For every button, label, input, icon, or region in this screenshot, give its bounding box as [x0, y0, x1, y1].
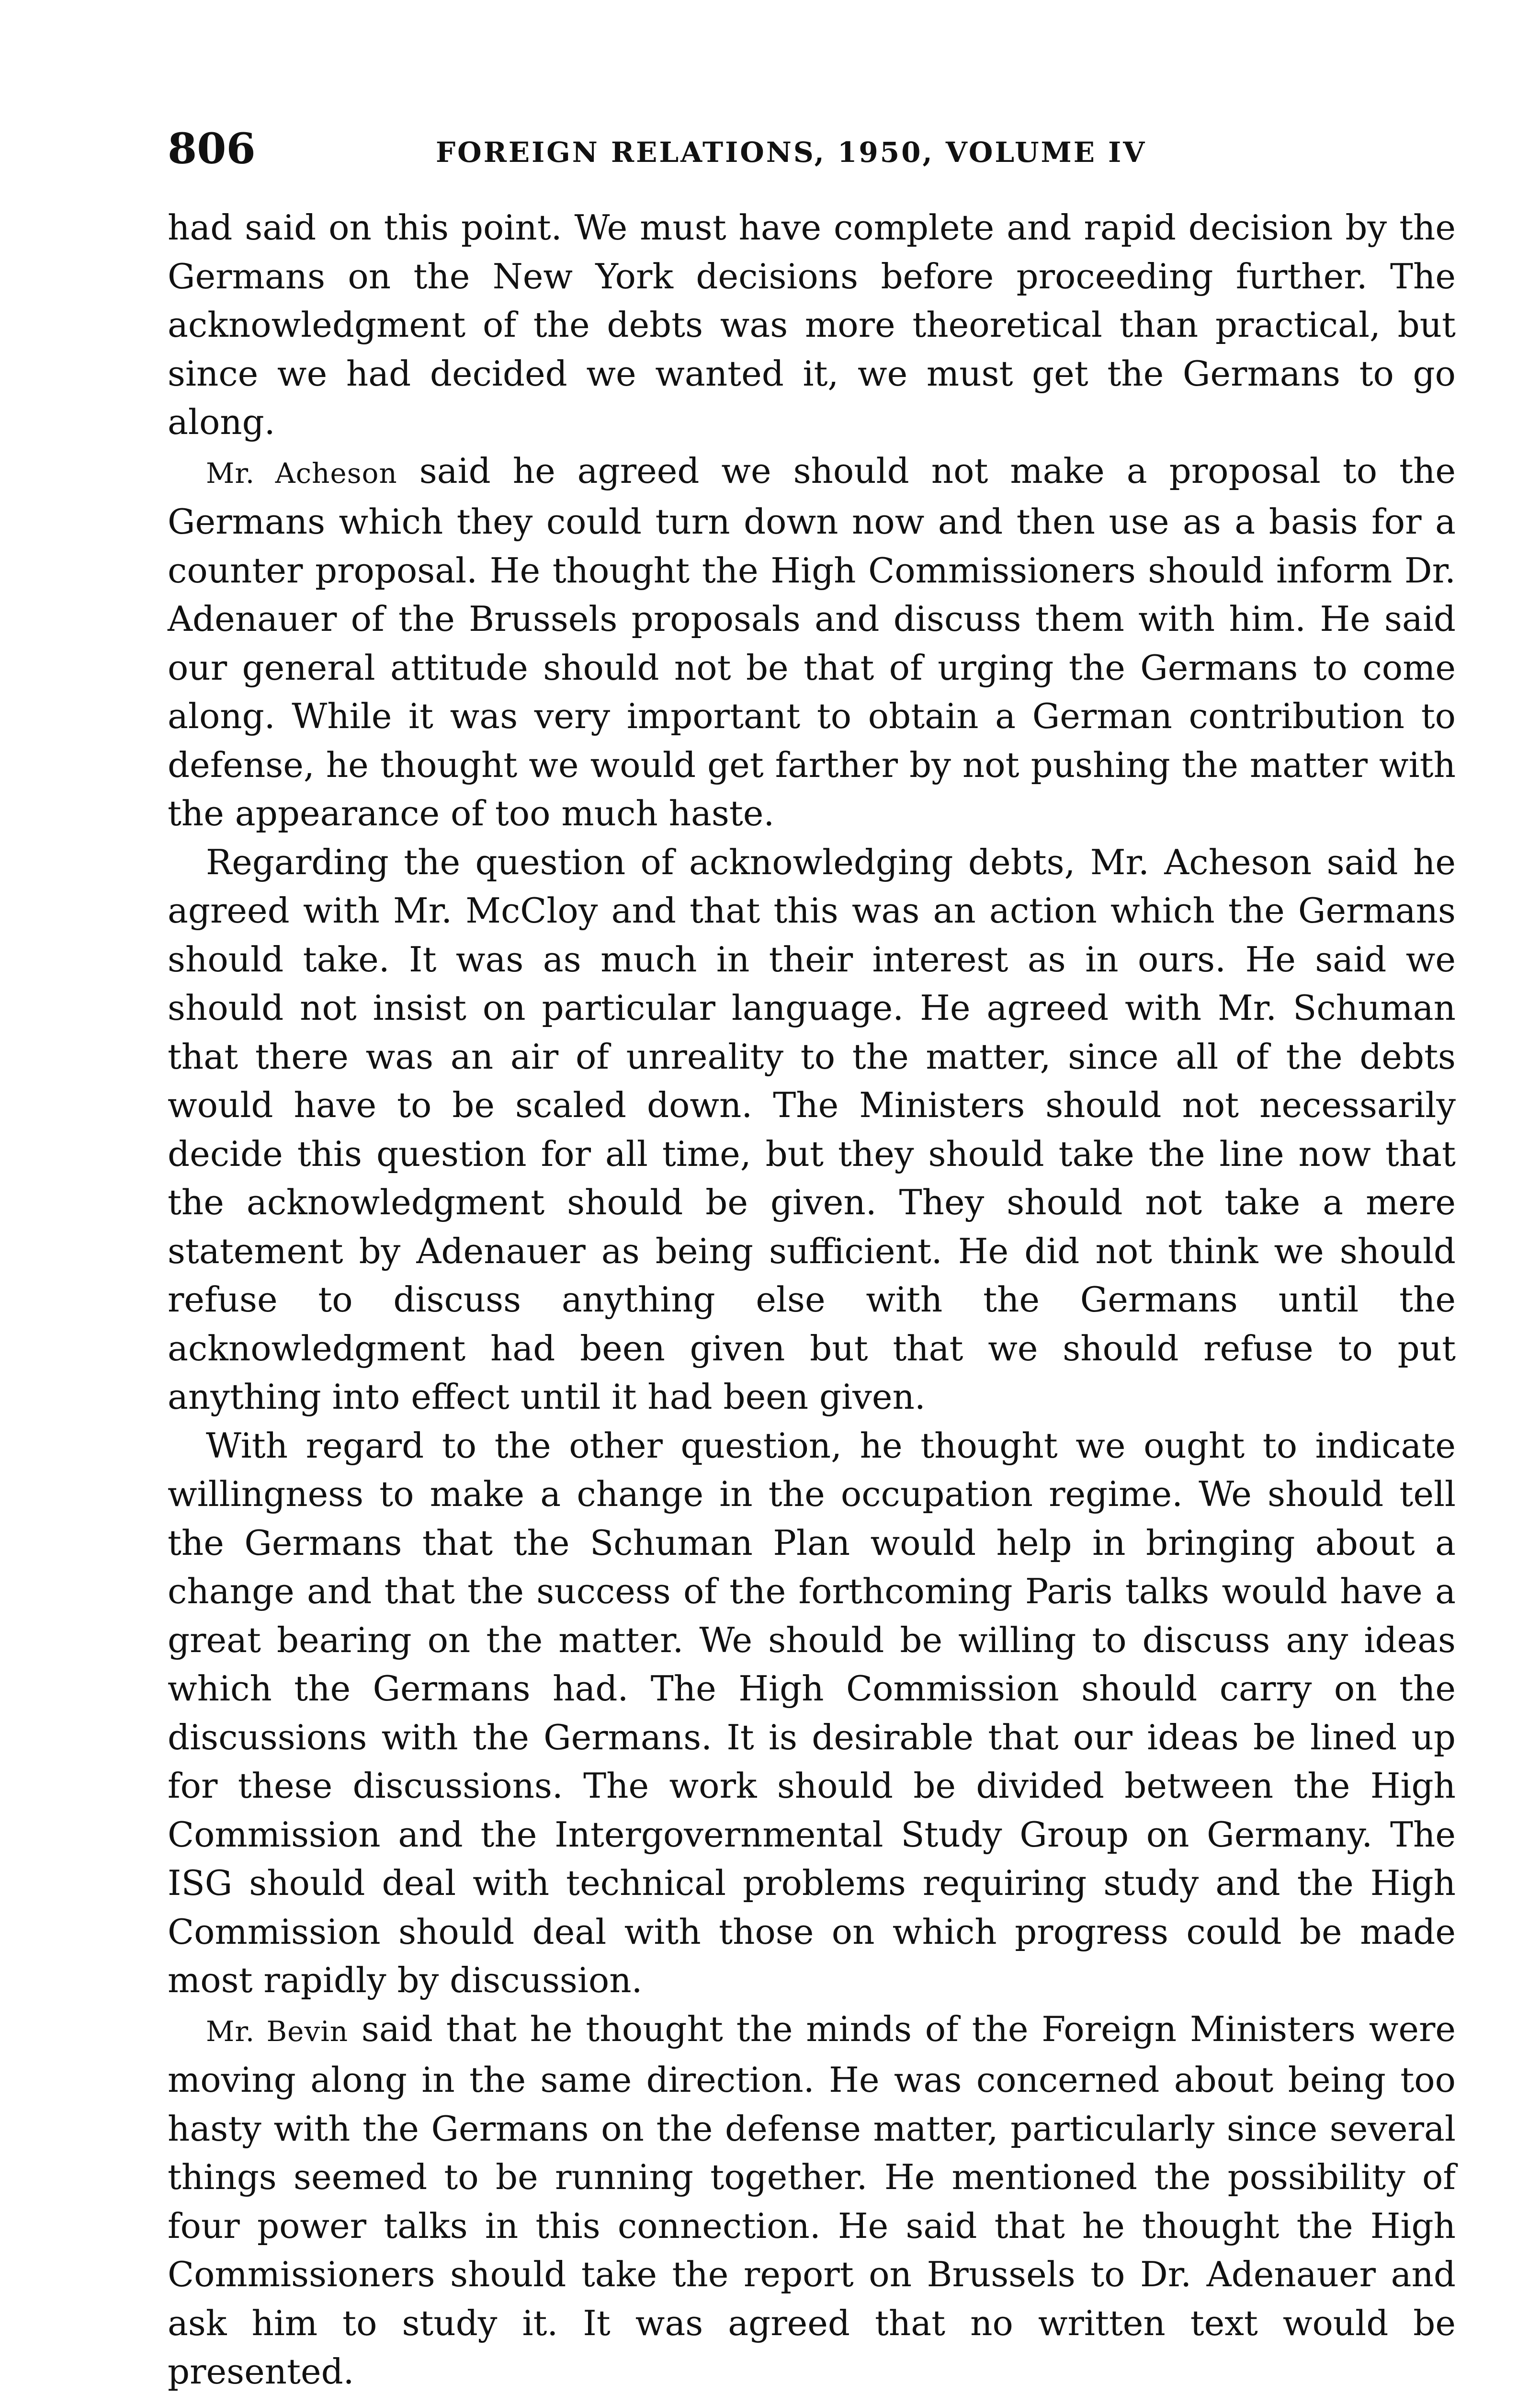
paragraph-text: said he agreed we should not make a proposal to the Germans which they could turn down now and then use as a basis for a counter proposal. He thought the High Commissioners should inform Dr. Adenauer of the Brussels proposals and discuss them with him. He said our general attitude should not be that of urging the Germans to come along. While it was very important to obtain a German contribution to defense, he thought we would get farther by not pushing the matter with the appearance of too much haste. [168, 450, 1456, 833]
body-text [168, 204, 1456, 2395]
paragraph-acheson [168, 447, 1456, 838]
paragraph-text: Regarding the question of acknowledging debts, Mr. Acheson said he agreed with Mr. McCloy and that this was an action which the Germans should take. It was as much in their interest as in ours. He said we should not insist on particular language. He agreed with Mr. Schuman that there was an air of unreality to the matter, since all of the debts would have to be scaled down. The Ministers should not necessarily decide this question for all time, but they should take the line now that the acknowledgment should be given. They should not take a mere statement by Adenauer as being sufficient. He did not think we should refuse to discuss anything else with the Germans until the acknowledgment had been given but that we should refuse to put anything into effect until it had been given. [168, 842, 1456, 1417]
paragraph-text: had said on this point. We must have complete and rapid decision by the Germans on the New York decisions before proceeding further. The acknowledgment of the debts was more theoretical than practical, but since we had decided we wanted it, we must get the Germans to go along. [168, 207, 1456, 442]
paragraph-occupation [168, 1422, 1456, 2005]
paragraph-continued [168, 204, 1456, 447]
page-number: 806 [168, 124, 256, 173]
paragraph-text: With regard to the other question, he thought we ought to indicate willingness to make a change in the occupation regime. We should tell the Germans that the Schuman Plan would help in bringing about a change and that the success of the forthcoming Paris talks would have a great bearing on the matter. We should be willing to discuss any ideas which the Germans had. The High Commission should carry on the discussions with the Germans. It is desirable that our ideas be lined up for these discussions. The work should be divided between the High Commission and the Intergovernmental Study Group on Germany. The ISG should deal with technical problems requiring study and the High Commission should deal with those on which progress could be made most rapidly by discussion. [168, 1425, 1456, 2000]
speaker-name: Mr. Acheson [206, 456, 397, 490]
document-page [168, 122, 1456, 2395]
paragraph-debts [168, 838, 1456, 1422]
paragraph-bevin [168, 2005, 1456, 2395]
running-head [168, 122, 1456, 180]
speaker-name: Mr. Bevin [206, 2015, 349, 2048]
paragraph-text: said that he thought the minds of the Foreign Ministers were moving along in the same direction. He was concerned about being too hasty with the Germans on the defense matter, particularly since several things seemed to be running together. He mentioned the possibility of four power talks in this connection. He said that he thought the High Commissioners should take the report on Brussels to Dr. Adenauer and ask him to study it. It was agreed that no written text would be presented. [168, 2008, 1456, 2392]
running-title: FOREIGN RELATIONS, 1950, VOLUME IV [436, 136, 1147, 169]
